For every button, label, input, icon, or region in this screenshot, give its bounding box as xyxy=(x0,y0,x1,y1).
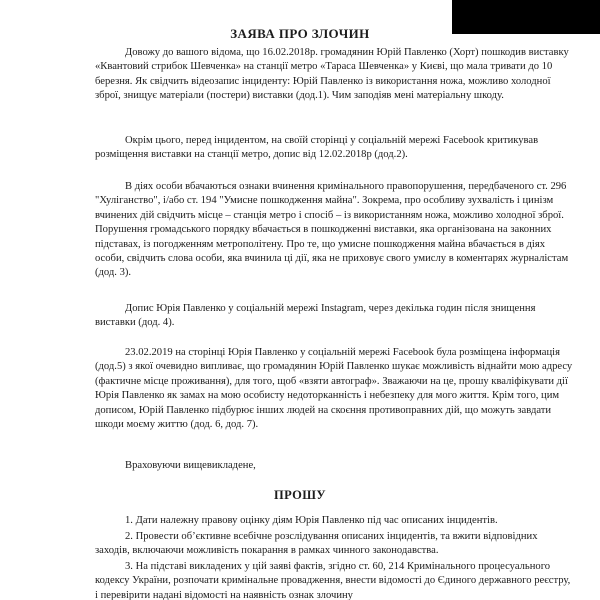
request-item-2 xyxy=(95,530,573,559)
paragraph-conclusion: Враховуючи вищевикладене, xyxy=(125,460,256,471)
document-title: ЗАЯВА ПРО ЗЛОЧИН xyxy=(230,26,370,41)
request-text: На підставі викладених у цій заяві фактів, згідно ст. 60, 214 Кримінального процесуального кодексу України, розпочати кримінальне провадження, внести відомості до Єдиного державного реєстру, і перевірити надані відомості на наявність ознак злочину xyxy=(95,561,571,600)
request-number: 3. xyxy=(125,561,133,572)
request-item-3 xyxy=(95,560,573,600)
paragraph-instagram: Допис Юрія Павленко у соціальній мережі Instagram, через декілька годин після знищення виставки (дод. 4). xyxy=(95,303,536,329)
request-text: Дати належну правову оцінку діям Юрія Павленко під час описаних інцидентів. xyxy=(135,515,498,526)
request-item-1 xyxy=(95,514,573,528)
request-number: 2. xyxy=(125,531,133,542)
paragraph-threat: 23.02.2019 на сторінці Юрія Павленко у соціальній мережі Facebook була розміщена інформація (дод.5) з якої очевидно випливає, що громадянин Юрій Павленко шукає можливість віднайти мою адресу (фактичне місце проживання), для того, щоб «взяти автограф». Зважаючи на це, прошу кваліфікувати дії Юрія Павленко як замах на мою особисту недоторканність і небезпеку для мого життя. Крім того, цим дописом, Юрій Павленко підбурює інших людей на скоєння противоправних дій, що можуть завдати шкоди моєму життю (дод. 6, дод. 7). xyxy=(95,347,573,431)
request-title: ПРОШУ xyxy=(274,488,326,502)
request-text: Провести об’єктивне всебічне розслідування описаних інцидентів, та вжити відповідних заходів, включаючи можливість покарання в рамках чинного законодавства. xyxy=(95,531,538,557)
paragraph-facebook-criticism: Окрім цього, перед інцидентом, на своїй сторінці у соціальній мережі Facebook критикував розміщення виставки на станції метро, допис від 12.02.2018р (дод.2). xyxy=(95,135,539,161)
paragraph-legal-qualification: В діях особи вбачаються ознаки вчинення кримінального правопорушення, передбаченого ст. 296 "Хуліганство", і/або ст. 194 "Умисне пошкодження майна". Зокрема, про особливу зухвалість і цинізм вчинених дій свідчить місце – станція метро і спосіб – із використанням ножа, можливо холодної зброї. Порушення громадського порядку вбачається в пошкодженні виставки, яка організована на законних підставах, із погодженням метрополітену. Про те, що умисне пошкодження майна вбачається в діях особи, свідчить слова особи, яка вчинила ці дії, яка не приховує свого умислу в коментарях журналістам (дод. 3). xyxy=(95,181,569,279)
request-number: 1. xyxy=(125,515,133,526)
paragraph-incident: Довожу до вашого відома, що 16.02.2018р. громадянин Юрій Павленко (Хорт) пошкодив виставку «Квантовий стрибок Шевченка» на станції метро «Тараса Шевченка» у Києві, що мала тривати до 10 березня. Як свідчить відеозапис інциденту: Юрій Павленко із використання ножа, можливо холодної зброї, знищує матеріали (постери) виставки (дод.1). Чим заподіяв мені матеріальну шкоду. xyxy=(95,47,569,102)
